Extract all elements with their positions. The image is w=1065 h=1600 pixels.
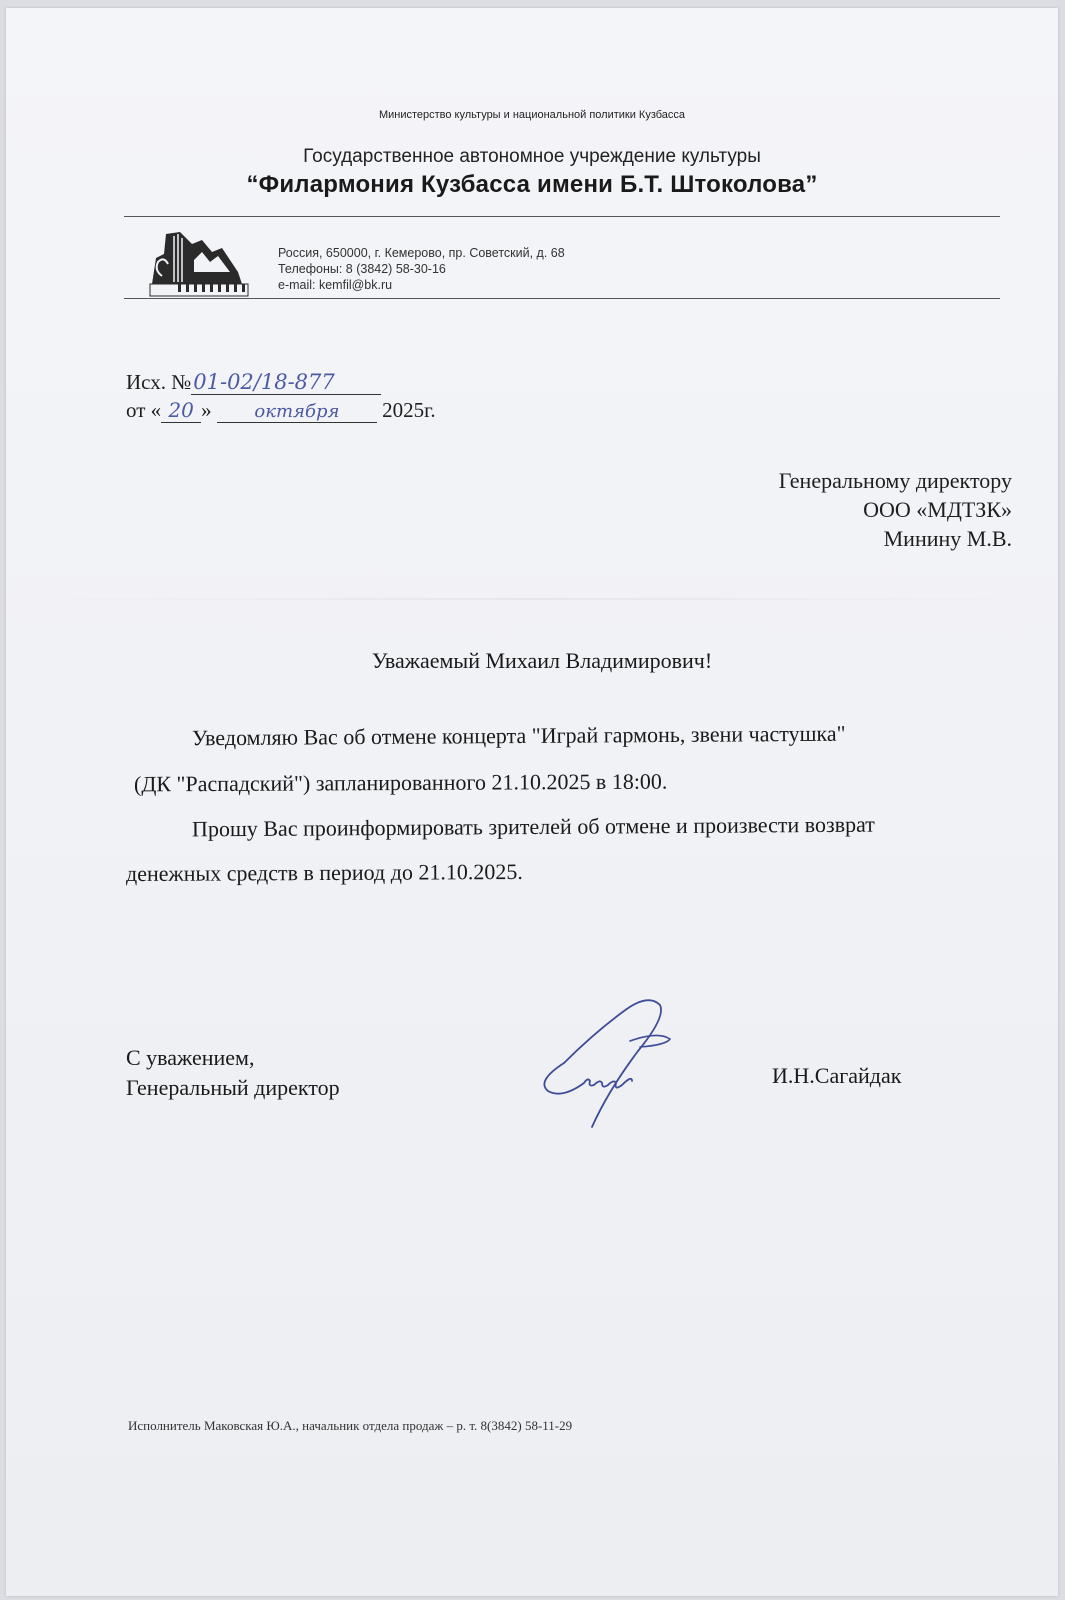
body-p2-line1: Прошу Вас проинформировать зрителей об отмене и произвести возврат (191, 811, 875, 842)
closing-position: Генеральный директор (126, 1075, 340, 1100)
date-day-close: » (201, 398, 212, 422)
address-line: Россия, 650000, г. Кемерово, пр. Советский, д. 68 (278, 246, 565, 260)
greeting: Уважаемый Михаил Владимирович! (371, 648, 713, 673)
signer-name: И.Н.Сагайдак (772, 1063, 902, 1088)
institution-type: Государственное автономное учреждение культуры (303, 146, 761, 167)
closing-block (126, 1043, 340, 1103)
date-year: 2025г. (382, 398, 436, 422)
number-label: Исх. № (126, 370, 192, 394)
body-p1-line2: (ДК "Распадский") запланированного 21.10.2025 в 18:00. (133, 768, 668, 797)
executor-footer: Исполнитель Маковская Ю.А., начальник отдела продаж – р. т. 8(3842) 58-11-29 (128, 1418, 573, 1433)
paper-fold (6, 598, 1058, 600)
ministry-name: Министерство культуры и национальной политики Кузбасса (378, 109, 686, 121)
closing-regards: С уважением, (126, 1045, 255, 1070)
date-month: октября (217, 401, 377, 423)
institution-name: “Филармония Кузбасса имени Б.Т. Штоколова” (246, 171, 818, 198)
header-rule-top (124, 216, 1000, 217)
philharmonic-logo-icon (134, 226, 254, 298)
letter-page (6, 8, 1058, 1596)
body-p2-line2: денежных средств в период до 21.10.2025. (125, 858, 523, 887)
addressee-name: Минину М.В. (883, 526, 1012, 551)
addressee-position: Генеральному директору (778, 468, 1012, 493)
number-value: 01-02/18-877 (191, 370, 381, 395)
addressee-block (779, 466, 1012, 553)
date-prefix: от « (126, 398, 162, 422)
contact-block (278, 245, 565, 293)
outgoing-number (126, 370, 381, 395)
letter-date (126, 398, 436, 423)
addressee-company: ООО «МДТЗК» (863, 497, 1012, 522)
date-day: 20 (161, 398, 201, 423)
body-p1-line1: Уведомляю Вас об отмене концерта "Играй гармонь, звени частушка" (191, 720, 846, 751)
header-rule-bottom (124, 298, 1000, 299)
phones-line: Телефоны: 8 (3842) 58-30-16 (278, 262, 446, 276)
handwritten-signature (526, 983, 686, 1143)
email-line: e-mail: kemfil@bk.ru (278, 278, 393, 292)
